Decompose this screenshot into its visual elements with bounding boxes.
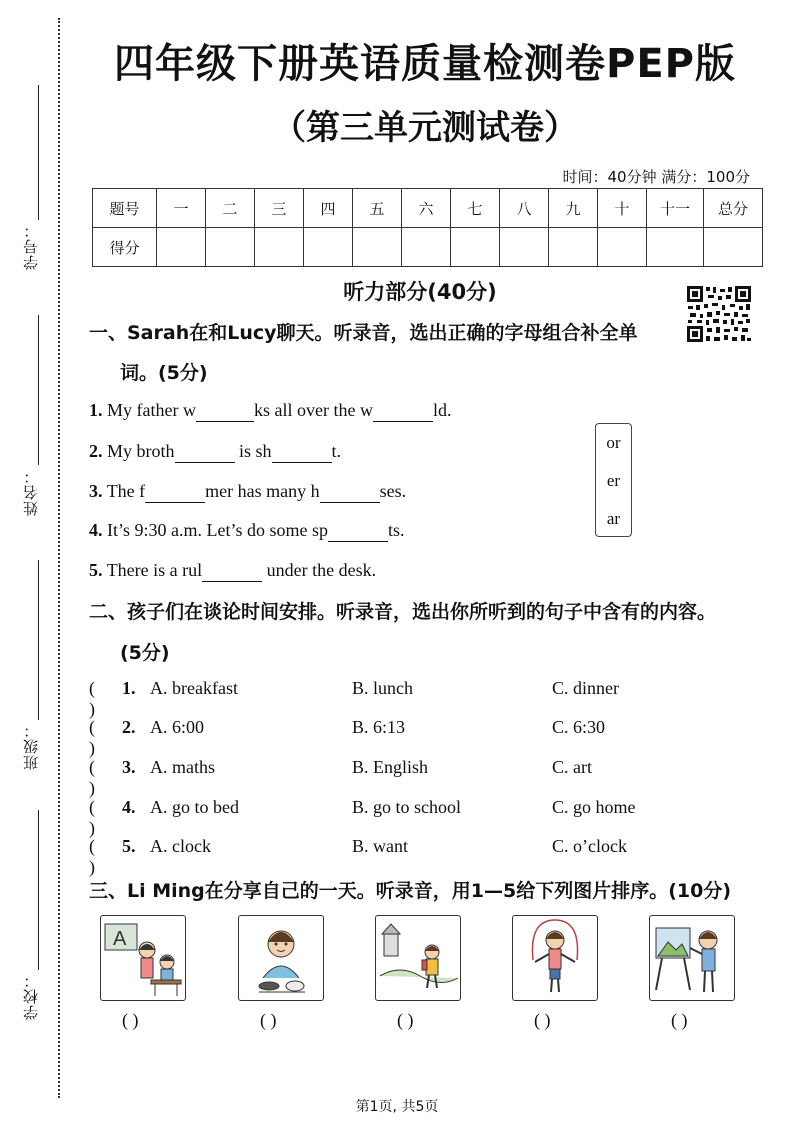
q-text: There is a rul [106, 560, 203, 580]
answer-blank[interactable] [272, 441, 332, 463]
q-number: 4. [89, 520, 103, 540]
option-or: or [606, 433, 621, 452]
score-cell: 四 [304, 189, 353, 228]
score-table [92, 188, 763, 267]
page-subtitle: （第三单元测试卷） [272, 108, 578, 148]
q-text: ks all over the w [253, 400, 373, 420]
score-input-cell[interactable] [598, 228, 647, 267]
section2-heading-cont: (5分) [120, 642, 170, 664]
s1-question-3 [89, 481, 406, 503]
score-cell: 九 [549, 189, 598, 228]
section3-heading: 三、Li Ming在分享自己的一天。听录音，用1—5给下列图片排序。(10分) [89, 880, 732, 902]
student-id-label: 学号： [22, 222, 40, 270]
score-input-cell[interactable] [402, 228, 451, 267]
q-text: is sh [234, 441, 272, 461]
score-input-cell[interactable] [647, 228, 704, 267]
option-b: B. 6:13 [352, 717, 406, 737]
q-number: 2. [122, 717, 136, 737]
s1-question-1 [89, 400, 451, 422]
answer-paren[interactable]: ( ) [89, 678, 95, 719]
s1-question-5 [89, 560, 376, 582]
option-a: A. maths [150, 757, 215, 777]
binding-dotted-line [58, 18, 60, 1098]
answer-blank[interactable] [196, 400, 254, 422]
class-label: 班级： [22, 722, 40, 770]
score-input-cell[interactable] [500, 228, 549, 267]
section1-heading-cont: 词。(5分) [120, 362, 208, 384]
score-cell: 五 [353, 189, 402, 228]
answer-blank[interactable] [373, 400, 433, 422]
answer-blank[interactable] [175, 441, 235, 463]
score-input-cell[interactable] [157, 228, 206, 267]
score-cell: 七 [451, 189, 500, 228]
section1-heading: 一、Sarah在和Lucy聊天。听录音，选出正确的字母组合补全单 [89, 322, 638, 344]
answer-blank[interactable] [202, 560, 262, 582]
q-text: under the desk. [262, 560, 377, 580]
q-text: mer has many h [205, 481, 320, 501]
score-cell: 二 [206, 189, 255, 228]
option-a: A. go to bed [150, 797, 239, 817]
picture-answer-paren[interactable]: ( ) [122, 1010, 139, 1030]
option-b: B. want [352, 836, 408, 856]
q-text: My broth [107, 441, 175, 461]
score-cell: 八 [500, 189, 549, 228]
q-number: 5. [122, 836, 136, 856]
q-number: 2. [89, 441, 103, 461]
option-b: B. lunch [352, 678, 413, 698]
answer-blank[interactable] [320, 481, 380, 503]
score-input-cell[interactable] [451, 228, 500, 267]
jump-rope-picture [512, 915, 598, 1001]
picture-answer-paren[interactable]: ( ) [671, 1010, 688, 1030]
q-text: ses. [379, 481, 407, 501]
q-text: ld. [432, 400, 452, 420]
q-text: The f [106, 481, 146, 501]
svg-text:A: A [113, 928, 127, 950]
eating-picture [238, 915, 324, 1001]
score-input-cell[interactable] [255, 228, 304, 267]
q-number: 4. [122, 797, 136, 817]
score-cell: 十 [598, 189, 647, 228]
picture-answer-paren[interactable]: ( ) [397, 1010, 414, 1030]
option-b: B. English [352, 757, 429, 777]
answer-blank[interactable] [328, 520, 388, 542]
page-title: 四年级下册英语质量检测卷PEP版 [114, 41, 736, 87]
painting-picture [649, 915, 735, 1001]
s1-question-2 [89, 441, 341, 463]
option-a: A. clock [150, 836, 211, 856]
walking-home-picture [375, 915, 461, 1001]
option-a: A. 6:00 [150, 717, 204, 737]
picture-answer-paren[interactable]: ( ) [534, 1010, 551, 1030]
english-class-picture [100, 915, 186, 1001]
q-number: 5. [89, 560, 103, 580]
answer-paren[interactable]: ( ) [89, 717, 95, 758]
q-number: 3. [89, 481, 103, 501]
score-input-cell[interactable] [549, 228, 598, 267]
class-line [38, 560, 39, 720]
picture-answer-paren[interactable]: ( ) [260, 1010, 277, 1030]
score-cell: 三 [255, 189, 304, 228]
q-text: My father w [107, 400, 196, 420]
score-cell: 总分 [704, 189, 763, 228]
q-text: It’s 9:30 a.m. Let’s do some sp [107, 520, 328, 540]
answer-paren[interactable]: ( ) [89, 757, 95, 798]
score-table-score-row [93, 228, 763, 267]
score-input-cell[interactable] [206, 228, 255, 267]
option-c: C. dinner [552, 678, 619, 698]
score-cell: 题号 [93, 189, 157, 228]
section2-heading: 二、孩子们在谈论时间安排。听录音，选出你所听到的句子中含有的内容。 [89, 601, 717, 623]
score-input-cell[interactable] [704, 228, 763, 267]
q-number: 3. [122, 757, 136, 777]
score-cell: 一 [157, 189, 206, 228]
school-label: 学校： [22, 972, 40, 1020]
score-row-label: 得分 [93, 228, 157, 267]
option-er: er [606, 471, 621, 490]
score-table-header-row [93, 189, 763, 228]
time-info: 时间：40分钟 满分：100分 [562, 168, 750, 186]
answer-blank[interactable] [145, 481, 205, 503]
option-ar: ar [606, 509, 621, 528]
q-text: t. [331, 441, 342, 461]
option-a: A. breakfast [150, 678, 238, 698]
answer-paren[interactable]: ( ) [89, 797, 95, 838]
option-c: C. go home [552, 797, 636, 817]
s1-question-4 [89, 520, 405, 542]
school-line [38, 810, 39, 970]
score-input-cell[interactable] [353, 228, 402, 267]
q-number: 1. [122, 678, 136, 698]
q-number: 1. [89, 400, 103, 420]
answer-paren[interactable]: ( ) [89, 836, 95, 877]
page-footer: 第1页, 共5页 [355, 1099, 439, 1115]
name-label: 姓名： [22, 468, 40, 516]
option-c: C. art [552, 757, 592, 777]
score-input-cell[interactable] [304, 228, 353, 267]
option-c: C. 6:30 [552, 717, 606, 737]
letter-options-box [595, 423, 632, 537]
option-b: B. go to school [352, 797, 462, 817]
name-line [38, 315, 39, 465]
score-cell: 六 [402, 189, 451, 228]
score-cell: 十一 [647, 189, 704, 228]
option-c: C. o’clock [552, 836, 627, 856]
qr-code-icon [686, 285, 752, 343]
listening-section-title: 听力部分(40分) [343, 280, 497, 304]
q-text: ts. [387, 520, 405, 540]
